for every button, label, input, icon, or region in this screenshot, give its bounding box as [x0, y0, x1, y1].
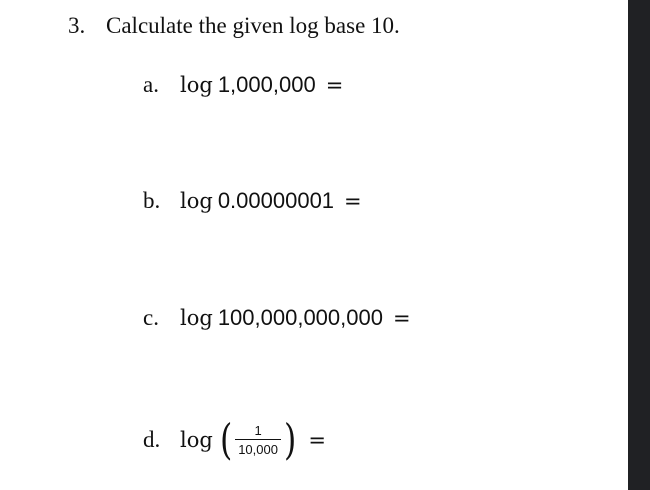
equals-sign: =: [344, 189, 362, 213]
math-expression: [180, 70, 343, 100]
fraction-numerator: 1: [254, 423, 262, 438]
right-parenthesis: ): [284, 415, 297, 464]
question-text: Calculate the given log base 10.: [106, 13, 400, 38]
equals-sign: =: [392, 306, 411, 330]
log-argument: 100,000,000,000: [217, 305, 383, 330]
scrollbar[interactable]: [628, 0, 650, 490]
log-function: log: [180, 189, 213, 213]
log-function: log: [180, 428, 213, 452]
question-number: 3.: [68, 13, 86, 38]
item-c: [143, 303, 411, 333]
item-letter: a.: [143, 72, 159, 97]
math-expression: [180, 303, 411, 333]
item-a: [143, 70, 343, 100]
fraction: [235, 423, 281, 457]
equals-sign: =: [325, 73, 344, 97]
log-function: log: [180, 306, 213, 330]
log-argument: 1,000,000: [217, 72, 316, 97]
question-3: [68, 11, 400, 41]
log-function: log: [180, 73, 213, 97]
log-argument: 0.00000001: [217, 188, 335, 213]
left-parenthesis: (: [219, 415, 233, 464]
item-d: [143, 415, 326, 464]
equals-sign: =: [308, 428, 326, 452]
math-expression: [180, 186, 362, 216]
fraction-denominator: 10,000: [238, 442, 278, 457]
math-expression: [180, 415, 326, 464]
item-letter: c.: [143, 305, 159, 330]
item-letter: b.: [143, 188, 161, 213]
item-b: [143, 186, 362, 216]
item-letter: d.: [143, 427, 161, 452]
